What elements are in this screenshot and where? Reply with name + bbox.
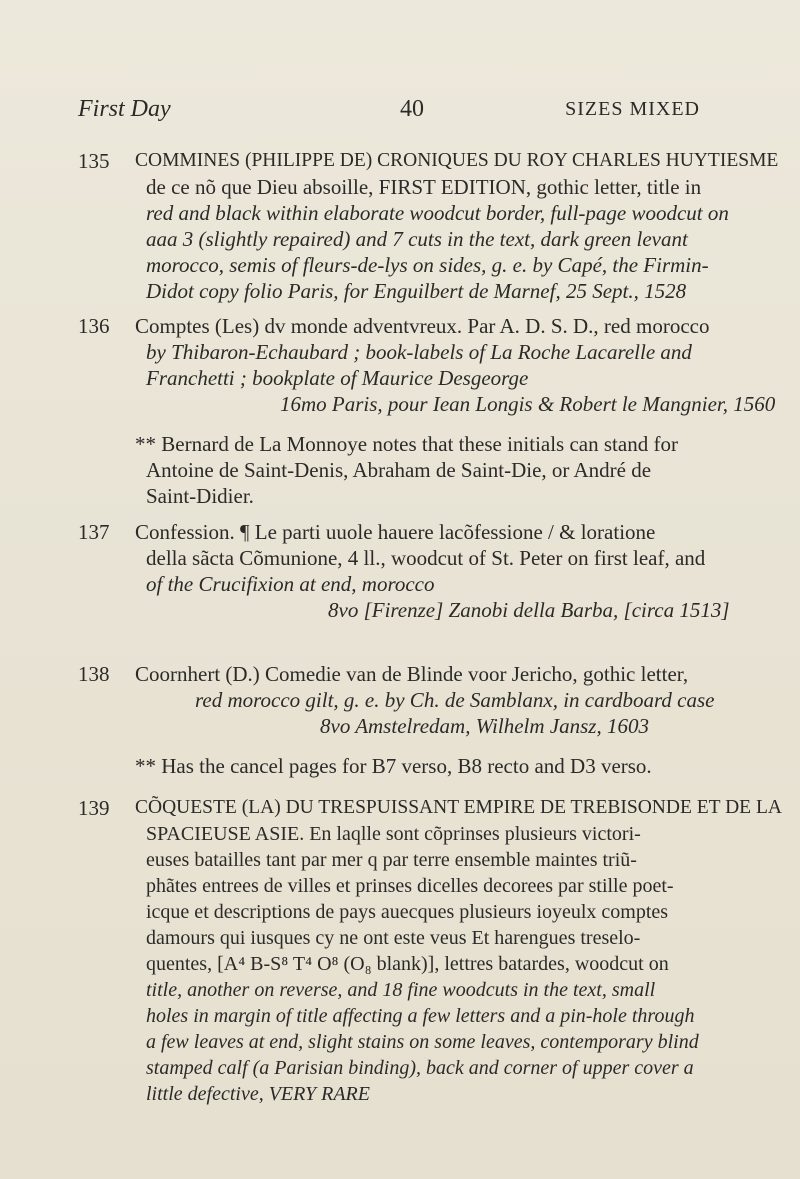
entry-note [135, 753, 708, 779]
lot-number: 137 [78, 520, 110, 544]
entry-description [135, 148, 779, 304]
note-line: ** Bernard de La Monnoye notes that these initials can stand for [135, 432, 678, 456]
catalogue-entry-137 [78, 519, 730, 623]
entry-line: of the Crucifixion at end, morocco [146, 572, 435, 596]
entry-line: little defective, VERY RARE [146, 1083, 370, 1105]
entry-line: Franchetti ; bookplate of Maurice Desgeorge [146, 366, 529, 390]
entry-line: quentes, [A⁴ B-S⁸ T⁴ O⁸ (O₈ blank)], lettres batardes, woodcut on [146, 953, 669, 975]
entry-line: morocco, semis of fleurs-de-lys on sides, g. e. by Capé, the Firmin- [146, 253, 709, 277]
page-header [78, 96, 700, 126]
entry-line: Didot copy folio Paris, for Enguilbert de Marnef, 25 Sept., 1528 [146, 279, 687, 303]
entry-line: red and black within elaborate woodcut border, full-page woodcut on [146, 201, 729, 225]
header-section-title: SIZES MIXED [565, 98, 700, 120]
entry-line: Confession. ¶ Le parti uuole hauere lacõfessione / & loratione [135, 520, 656, 544]
lot-number: 138 [78, 662, 110, 686]
entry-description [135, 519, 730, 623]
catalogue-entry-136 [78, 313, 776, 509]
entry-line: damours qui iusques cy ne ont este veus Et harengues treselo- [146, 927, 641, 949]
entry-line: CÕQUESTE (LA) DU TRESPUISSANT EMPIRE DE TREBISONDE ET DE LA [135, 797, 782, 818]
entry-description [135, 313, 776, 509]
header-day-title: First Day [78, 96, 171, 122]
entry-line: SPACIEUSE ASIE. En laqlle sont cõprinses plusieurs victori- [146, 823, 641, 845]
entry-line: red morocco gilt, g. e. by Ch. de Samblanx, in cardboard case [195, 688, 715, 712]
entry-line: by Thibaron-Echaubard ; book-labels of La Roche Lacarelle and [146, 340, 692, 364]
catalogue-entry-135 [78, 148, 779, 304]
entry-line: 8vo [Firenze] Zanobi della Barba, [circa 1513] [328, 598, 730, 622]
entry-line: 16mo Paris, pour Iean Longis & Robert le Mangnier, 1560 [280, 392, 776, 416]
entry-line: COMMINES (PHILIPPE DE) CRONIQUES DU ROY CHARLES HUYTIESME [135, 150, 779, 171]
entry-line: a few leaves at end, slight stains on some leaves, contemporary blind [146, 1031, 699, 1053]
entry-line: euses batailles tant par mer q par terre ensemble maintes triũ- [146, 849, 637, 871]
entry-line: title, another on reverse, and 18 fine woodcuts in the text, small [146, 979, 656, 1001]
lot-number: 136 [78, 314, 110, 338]
page-number: 40 [400, 96, 424, 122]
entry-line: stamped calf (a Parisian binding), back and corner of upper cover a [146, 1057, 694, 1079]
entry-line: della sãcta Cõmunione, 4 ll., woodcut of St. Peter on first leaf, and [146, 546, 706, 570]
entry-line: 8vo Amstelredam, Wilhelm Jansz, 1603 [320, 714, 649, 738]
note-line: Saint-Didier. [146, 484, 254, 508]
entry-line: Coornhert (D.) Comedie van de Blinde voor Jericho, gothic letter, [135, 662, 689, 686]
entry-line: Comptes (Les) dv monde adventvreux. Par A. D. S. D., red morocco [135, 314, 710, 338]
entry-line: aaa 3 (slightly repaired) and 7 cuts in the text, dark green levant [146, 227, 688, 251]
catalogue-entry-138 [78, 661, 715, 779]
catalogue-entry-139 [78, 795, 782, 1107]
entry-line: phãtes entrees de villes et prinses dicelles decorees par stille poet- [146, 875, 674, 897]
note-line: Antoine de Saint-Denis, Abraham de Saint-Die, or André de [146, 458, 652, 482]
entry-line: holes in margin of title affecting a few letters and a pin-hole through [146, 1005, 695, 1027]
entry-description [135, 661, 715, 779]
note-line: ** Has the cancel pages for B7 verso, B8 recto and D3 verso. [135, 754, 652, 778]
entry-line: icque et descriptions de pays auecques plusieurs ioyeulx comptes [146, 901, 669, 923]
entry-description [135, 795, 782, 1107]
lot-number: 139 [78, 796, 110, 820]
lot-number: 135 [78, 149, 110, 173]
entry-note [135, 431, 708, 509]
entry-line: de ce nõ que Dieu absoille, FIRST EDITION, gothic letter, title in [146, 175, 702, 199]
